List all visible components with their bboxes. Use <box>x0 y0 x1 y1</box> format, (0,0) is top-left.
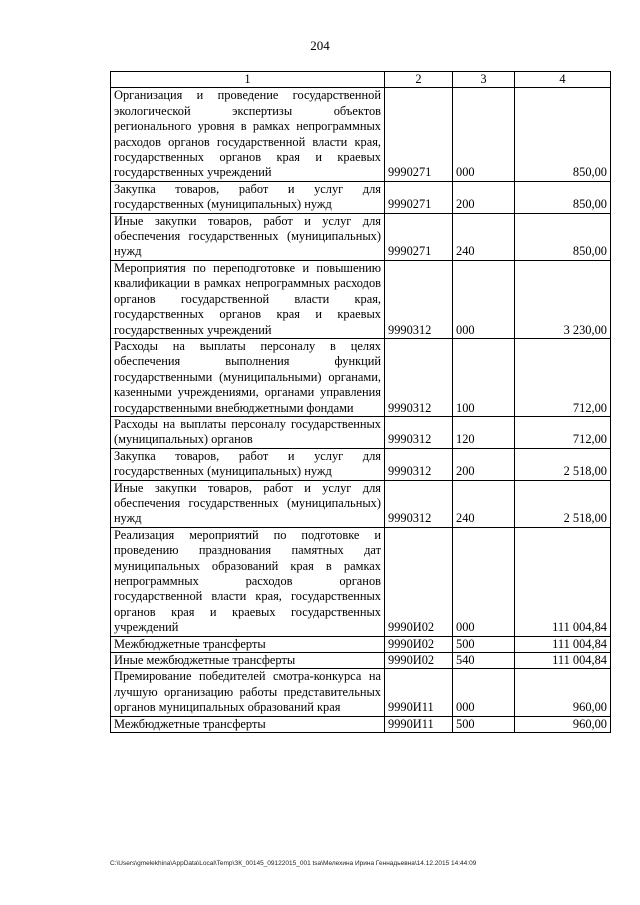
row-expense-kind: 240 <box>453 213 515 260</box>
row-target-code: 9990312 <box>385 260 453 338</box>
row-name: Закупка товаров, работ и услуг для государственных (муниципальных) нужд <box>111 181 385 213</box>
row-name: Иные закупки товаров, работ и услуг для обеспечения государственных (муниципальных) нужд <box>111 480 385 527</box>
table-row <box>111 480 611 527</box>
row-target-code: 9990312 <box>385 480 453 527</box>
row-sum: 712,00 <box>515 416 611 448</box>
page-number: 204 <box>310 38 330 53</box>
table-row <box>111 181 611 213</box>
row-expense-kind: 200 <box>453 448 515 480</box>
row-name: Расходы на выплаты персоналу в целях обеспечения выполнения функций государственными (муниципальными) органами, казенными учреждениями, органами управления государственными внебюджетными фондами <box>111 338 385 416</box>
row-sum: 2 518,00 <box>515 480 611 527</box>
table-row <box>111 448 611 480</box>
row-sum: 960,00 <box>515 669 611 716</box>
row-target-code: 9990И11 <box>385 669 453 716</box>
row-sum: 850,00 <box>515 213 611 260</box>
row-expense-kind: 200 <box>453 181 515 213</box>
row-sum: 960,00 <box>515 716 611 732</box>
table-row <box>111 636 611 652</box>
row-expense-kind: 000 <box>453 527 515 636</box>
row-sum: 111 004,84 <box>515 527 611 636</box>
row-sum: 2 518,00 <box>515 448 611 480</box>
row-target-code: 9990312 <box>385 338 453 416</box>
table-row <box>111 260 611 338</box>
row-name: Иные межбюджетные трансферты <box>111 653 385 669</box>
row-sum: 111 004,84 <box>515 653 611 669</box>
row-expense-kind: 540 <box>453 653 515 669</box>
table-row <box>111 716 611 732</box>
table-row <box>111 88 611 181</box>
row-target-code: 9990И02 <box>385 527 453 636</box>
row-expense-kind: 100 <box>453 338 515 416</box>
table-header-row <box>111 72 611 88</box>
row-name: Премирование победителей смотра-конкурса на лучшую организацию работы представительных органов муниципальных образований края <box>111 669 385 716</box>
row-expense-kind: 500 <box>453 636 515 652</box>
row-target-code: 9990312 <box>385 416 453 448</box>
row-name: Организация и проведение государственной экологической экспертизы объектов регионального уровня в рамках непрограммных расходов органов государственной власти края, государственных органов края и краевых государственных учреждений <box>111 88 385 181</box>
file-path-footer: C:\Users\gmelekhina\AppData\Local\Temp\ЗК_00145_09122015_001 tsa\Мелехина Ирина Геннадьевна\14.12.2015 14:44:09 <box>110 860 477 867</box>
row-target-code: 9990271 <box>385 213 453 260</box>
row-name: Закупка товаров, работ и услуг для государственных (муниципальных) нужд <box>111 448 385 480</box>
header-col-4: 4 <box>515 72 611 88</box>
row-target-code: 9990И02 <box>385 653 453 669</box>
table-row <box>111 527 611 636</box>
row-sum: 850,00 <box>515 181 611 213</box>
row-target-code: 9990271 <box>385 88 453 181</box>
row-name: Межбюджетные трансферты <box>111 636 385 652</box>
header-col-1: 1 <box>111 72 385 88</box>
row-target-code: 9990271 <box>385 181 453 213</box>
row-target-code: 9990И11 <box>385 716 453 732</box>
table-row <box>111 338 611 416</box>
row-name: Реализация мероприятий по подготовке и проведению празднования памятных дат муниципальных образований края в рамках непрограммных расходов органов государственной власти края, государственных органов края и краевых государственных учреждений <box>111 527 385 636</box>
row-sum: 3 230,00 <box>515 260 611 338</box>
row-expense-kind: 000 <box>453 260 515 338</box>
row-sum: 850,00 <box>515 88 611 181</box>
row-target-code: 9990И02 <box>385 636 453 652</box>
row-expense-kind: 000 <box>453 669 515 716</box>
table-row <box>111 416 611 448</box>
row-expense-kind: 240 <box>453 480 515 527</box>
row-name: Мероприятия по переподготовке и повышению квалификации в рамках непрограммных расходов органов государственной власти края, государственных органов края и краевых государственных учреждений <box>111 260 385 338</box>
header-col-2: 2 <box>385 72 453 88</box>
table-row <box>111 653 611 669</box>
row-expense-kind: 120 <box>453 416 515 448</box>
header-col-3: 3 <box>453 72 515 88</box>
budget-table <box>110 71 611 733</box>
row-sum: 712,00 <box>515 338 611 416</box>
row-target-code: 9990312 <box>385 448 453 480</box>
row-name: Межбюджетные трансферты <box>111 716 385 732</box>
table-row <box>111 669 611 716</box>
table-row <box>111 213 611 260</box>
row-expense-kind: 000 <box>453 88 515 181</box>
row-name: Иные закупки товаров, работ и услуг для обеспечения государственных (муниципальных) нужд <box>111 213 385 260</box>
row-expense-kind: 500 <box>453 716 515 732</box>
row-name: Расходы на выплаты персоналу государственных (муниципальных) органов <box>111 416 385 448</box>
row-sum: 111 004,84 <box>515 636 611 652</box>
